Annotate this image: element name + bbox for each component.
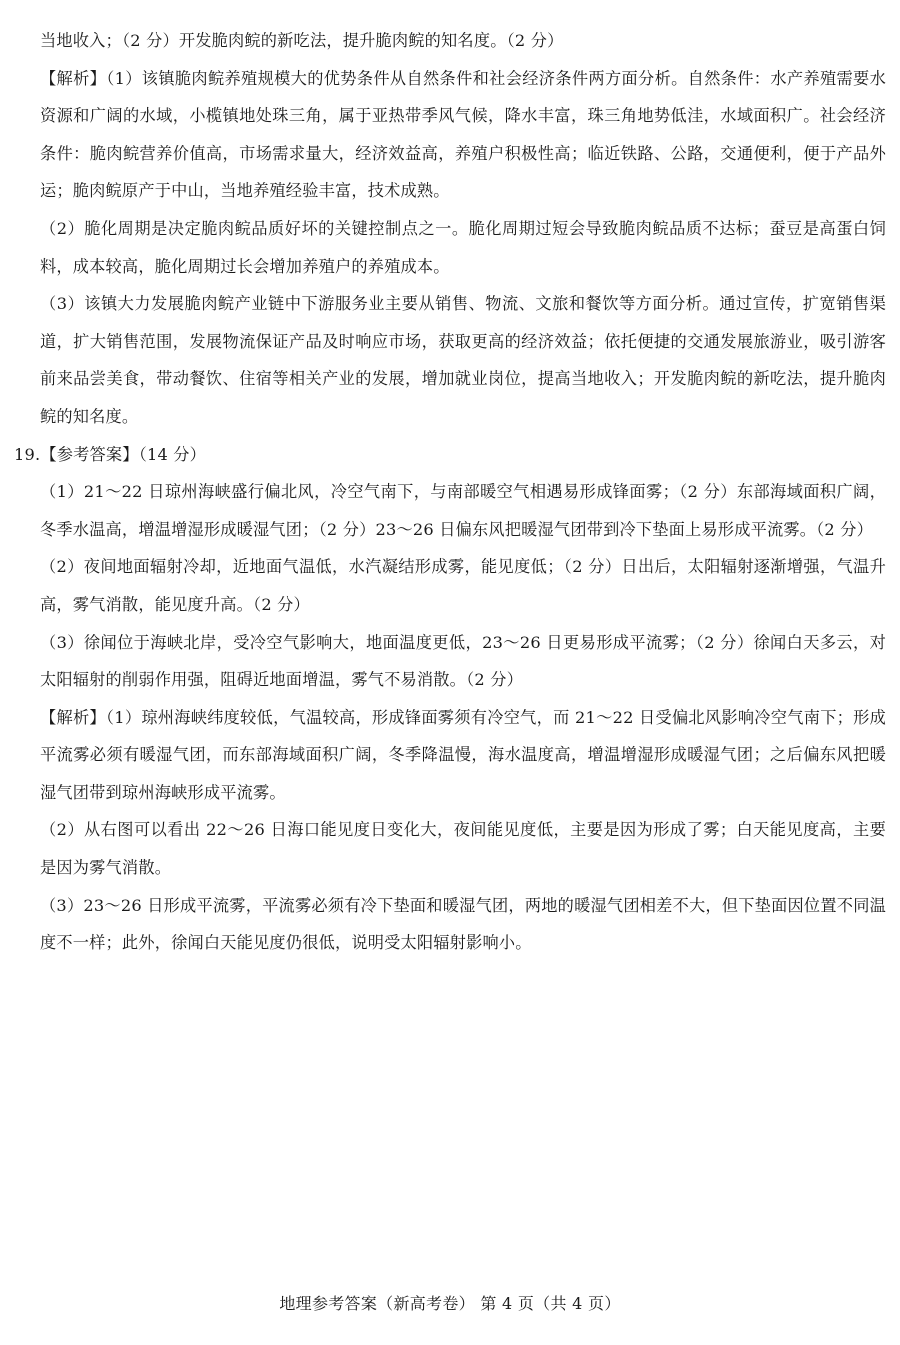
q19-answer-1: （1）21～22 日琼州海峡盛行偏北风，冷空气南下，与南部暖空气相遇易形成锋面雾；（2 分）东部海域面积广阔，冬季水温高，增温增湿形成暖湿气团；（2 分）23～26 日偏东风把暖湿气团带到冷下垫面上易形成平流雾。（2 分） — [40, 482, 886, 539]
q19-heading: 19.【参考答案】（14 分） — [14, 444, 207, 464]
q18-analysis-1: 【解析】（1）该镇脆肉鲩养殖规模大的优势条件从自然条件和社会经济条件两方面分析。自然条件：水产养殖需要水资源和广阔的水域，小榄镇地处珠三角，属于亚热带季风气候，降水丰富，珠三角地势低洼，水域面积广。社会经济条件：脆肉鲩营养价值高，市场需求量大，经济效益高，养殖户积极性高；临近铁路、公路，交通便利，便于产品外运；脆肉鲩原产于中山，当地养殖经验丰富，技术成熟。 — [40, 68, 886, 201]
q18-answer-tail: 当地收入；（2 分）开发脆肉鲩的新吃法，提升脆肉鲩的知名度。（2 分） — [40, 31, 564, 50]
q19-analysis-2: （2）从右图可以看出 22～26 日海口能见度日变化大，夜间能见度低，主要是因为形成了雾；白天能见度高，主要是因为雾气消散。 — [40, 820, 886, 878]
q19-answer-3: （3）徐闻位于海峡北岸，受冷空气影响大，地面温度更低，23～26 日更易形成平流雾；（2 分）徐闻白天多云，对太阳辐射的削弱作用强，阻碍近地面增温，雾气不易消散。（2 分） — [40, 632, 886, 690]
q19-answer-2: （2）夜间地面辐射冷却，近地面气温低，水汽凝结形成雾，能见度低；（2 分）日出后，太阳辐射逐渐增强，气温升高，雾气消散，能见度升高。（2 分） — [40, 557, 886, 614]
q19-analysis-1: 【解析】（1）琼州海峡纬度较低，气温较高，形成锋面雾须有冷空气，而 21～22 日受偏北风影响冷空气南下；形成平流雾必须有暖湿气团，而东部海域面积广阔，冬季降温慢，海水温度高，增温增湿形成暖湿气团；之后偏东风把暖湿气团带到琼州海峡形成平流雾。 — [40, 707, 886, 802]
page-footer: 地理参考答案（新高考卷） 第 4 页（共 4 页） — [279, 1294, 621, 1313]
q19-analysis-3: （3）23～26 日形成平流雾，平流雾必须有冷下垫面和暖湿气团，两地的暖湿气团相差不大，但下垫面因位置不同温度不一样；此外，徐闻白天能见度仍很低，说明受太阳辐射影响小。 — [40, 895, 886, 953]
q18-analysis-2: （2）脆化周期是决定脆肉鲩品质好坏的关键控制点之一。脆化周期过短会导致脆肉鲩品质不达标；蚕豆是高蛋白饲料，成本较高，脆化周期过长会增加养殖户的养殖成本。 — [40, 218, 886, 276]
q18-analysis-3: （3）该镇大力发展脆肉鲩产业链中下游服务业主要从销售、物流、文旅和餐饮等方面分析。通过宣传，扩宽销售渠道，扩大销售范围，发展物流保证产品及时响应市场，获取更高的经济效益；依托便捷的交通发展旅游业，吸引游客前来品尝美食，带动餐饮、住宿等相关产业的发展，增加就业岗位，提高当地收入；开发脆肉鲩的新吃法，提升脆肉鲩的知名度。 — [40, 294, 886, 426]
document-body — [14, 22, 886, 962]
